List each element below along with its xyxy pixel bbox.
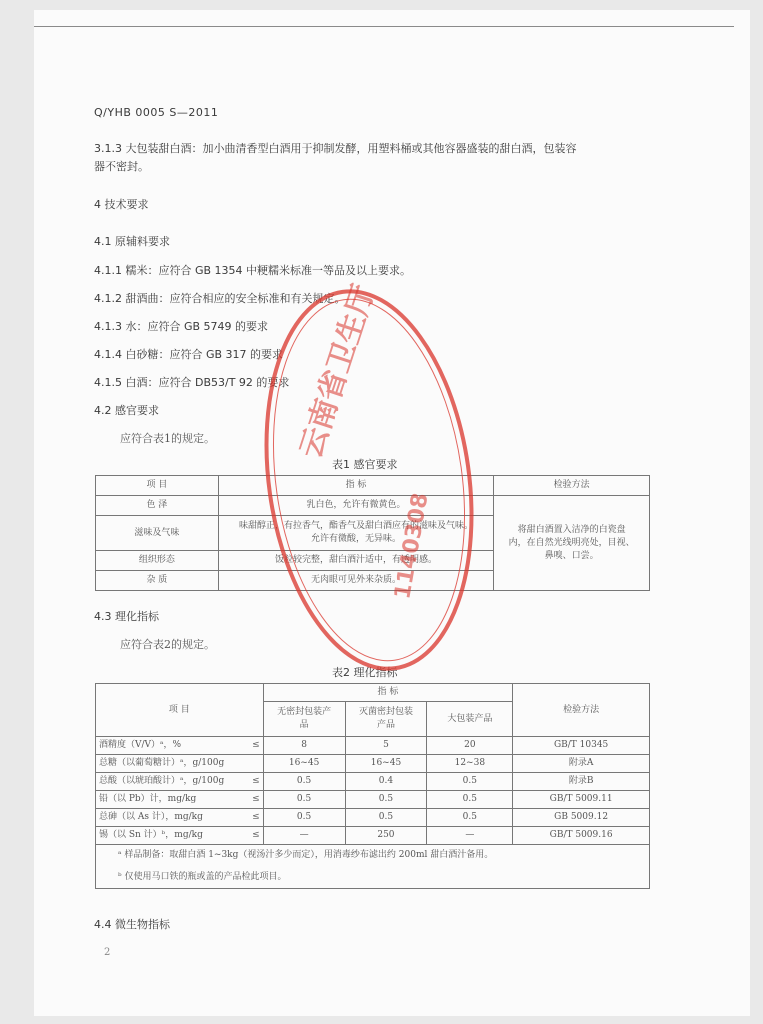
row-operator: ≤ xyxy=(252,812,260,822)
row-operator: ≤ xyxy=(252,740,260,750)
table-row xyxy=(96,773,650,791)
row-value: 0.5 xyxy=(263,773,345,791)
row-item xyxy=(96,755,264,773)
row-item: 组织形态 xyxy=(96,551,219,571)
method-line: 内，在自然光线明亮处，目视、 xyxy=(508,537,635,548)
row-value: 12~38 xyxy=(427,755,513,773)
table-header-row xyxy=(96,684,650,702)
section-4-3-heading: 4.3 理化指标 xyxy=(94,610,159,623)
section-3-1-3-line2: 器不密封。 xyxy=(94,160,149,173)
row-operator: ≤ xyxy=(252,776,260,786)
row-index: 乳白色，允许有微黄色。 xyxy=(218,496,493,516)
table-row xyxy=(96,755,650,773)
row-item xyxy=(96,773,264,791)
document-page xyxy=(34,10,750,1016)
row-method: 附录B xyxy=(513,773,650,791)
header-col2 xyxy=(345,702,427,737)
table2-caption: 表2 理化指标 xyxy=(332,666,398,679)
header-method: 检验方法 xyxy=(494,476,650,496)
header-col2-line1: 灭菌密封包装 xyxy=(358,707,413,717)
row-value: 0.4 xyxy=(345,773,427,791)
row-value: 16~45 xyxy=(263,755,345,773)
row-value: 16~45 xyxy=(345,755,427,773)
table-row xyxy=(96,809,650,827)
table-header-row xyxy=(96,476,650,496)
row-index: 饭粒较完整，甜白酒汁适中，有透明感。 xyxy=(218,551,493,571)
row-value: 0.5 xyxy=(427,791,513,809)
section-4-3-text: 应符合表2的规定。 xyxy=(120,638,215,651)
table-row xyxy=(96,737,650,755)
row-value: — xyxy=(263,827,345,845)
header-index: 指 标 xyxy=(218,476,493,496)
header-col1-line2: 品 xyxy=(299,720,309,730)
row-method: 附录A xyxy=(513,755,650,773)
row-method: GB/T 10345 xyxy=(513,737,650,755)
row-method: GB/T 5009.11 xyxy=(513,791,650,809)
svg-text:1140308: 1140308 xyxy=(390,491,434,602)
method-line: 将甜白酒置入洁净的白瓷盘 xyxy=(517,524,626,535)
row-index-line2: 允许有微酸，无异味。 xyxy=(311,534,402,544)
row-index: 无肉眼可见外来杂质。 xyxy=(218,571,493,591)
table-note-b: ᵇ 仅使用马口铁的瓶或盖的产品检此项目。 xyxy=(96,866,650,889)
section-4-4-heading: 4.4 微生物指标 xyxy=(94,918,170,931)
row-item xyxy=(96,791,264,809)
header-col3: 大包装产品 xyxy=(427,702,513,737)
header-method: 检验方法 xyxy=(513,684,650,737)
row-item: 滋味及气味 xyxy=(96,516,219,551)
table1-caption: 表1 感官要求 xyxy=(332,458,398,471)
row-value: 0.5 xyxy=(345,809,427,827)
method-line: 鼻嗅、口尝。 xyxy=(544,550,599,561)
row-method: GB 5009.12 xyxy=(513,809,650,827)
row-operator: ≤ xyxy=(252,830,260,840)
row-item-label: 总糖（以葡萄糖计）ᵃ，g/100g xyxy=(99,758,225,768)
row-value: 20 xyxy=(427,737,513,755)
section-4-1-2: 4.1.2 甜酒曲：应符合相应的安全标准和有关规定。 xyxy=(94,292,346,305)
row-item: 杂 质 xyxy=(96,571,219,591)
row-value: 0.5 xyxy=(345,791,427,809)
svg-text:云南省卫生厅: 云南省卫生厅 xyxy=(293,280,383,463)
table-note-row xyxy=(96,866,650,889)
page-number: 2 xyxy=(104,947,111,958)
row-item: 色 泽 xyxy=(96,496,219,516)
method-cell xyxy=(494,496,650,591)
row-value: 5 xyxy=(345,737,427,755)
row-operator: ≤ xyxy=(252,794,260,804)
section-4-2-heading: 4.2 感官要求 xyxy=(94,404,159,417)
section-4-2-text: 应符合表1的规定。 xyxy=(120,432,215,445)
header-rule xyxy=(34,26,734,27)
row-item-label: 铅（以 Pb）计，mg/kg xyxy=(99,794,197,804)
header-col1-line1: 无密封包装产 xyxy=(277,707,332,717)
row-value: 250 xyxy=(345,827,427,845)
section-4-1-5: 4.1.5 白酒：应符合 DB53/T 92 的要求 xyxy=(94,376,290,389)
table-note-a: ᵃ 样品制备：取甜白酒 1~3kg（视汤汁多少而定），用消毒纱布滤出约 200ml 甜白酒汁备用。 xyxy=(96,845,650,867)
row-item-label: 酒精度（V/V）ᵃ，% xyxy=(99,740,182,750)
header-index: 指 标 xyxy=(263,684,513,702)
section-4-1-heading: 4.1 原辅料要求 xyxy=(94,235,170,248)
row-index xyxy=(218,516,493,551)
section-4-1-1: 4.1.1 糯米：应符合 GB 1354 中粳糯米标准一等品及以上要求。 xyxy=(94,264,412,277)
physicochemical-table xyxy=(95,683,650,889)
row-value: 0.5 xyxy=(263,791,345,809)
row-value: 0.5 xyxy=(427,809,513,827)
section-3-1-3-line1: 3.1.3 大包装甜白酒：加小曲清香型白酒用于抑制发酵，用塑料桶或其他容器盛装的甜白酒，包装容 xyxy=(94,142,577,155)
row-value: 8 xyxy=(263,737,345,755)
section-4-heading: 4 技术要求 xyxy=(94,198,149,211)
table-row xyxy=(96,496,650,516)
row-value: 0.5 xyxy=(427,773,513,791)
row-item-label: 总酸（以琥珀酸计）ᵃ，g/100g xyxy=(99,776,225,786)
header-item: 项 目 xyxy=(96,684,264,737)
row-item xyxy=(96,809,264,827)
standard-code: Q/YHB 0005 S—2011 xyxy=(94,106,219,119)
header-item: 项 目 xyxy=(96,476,219,496)
row-item-label: 总砷（以 As 计），mg/kg xyxy=(99,812,203,822)
row-value: — xyxy=(427,827,513,845)
header-col1 xyxy=(263,702,345,737)
section-4-1-4: 4.1.4 白砂糖：应符合 GB 317 的要求 xyxy=(94,348,284,361)
table-note-row xyxy=(96,845,650,867)
table-row xyxy=(96,827,650,845)
row-item xyxy=(96,827,264,845)
row-method: GB/T 5009.16 xyxy=(513,827,650,845)
row-item xyxy=(96,737,264,755)
sensory-table xyxy=(95,475,650,591)
section-4-1-3: 4.1.3 水：应符合 GB 5749 的要求 xyxy=(94,320,269,333)
row-value: 0.5 xyxy=(263,809,345,827)
row-index-line1: 味甜醇正，有拉香气，酯香气及甜白酒应有的滋味及气味。 xyxy=(239,521,474,531)
row-item-label: 锡（以 Sn 计）ᵇ，mg/kg xyxy=(99,830,203,840)
header-col2-line2: 产品 xyxy=(376,720,395,730)
table-row xyxy=(96,791,650,809)
